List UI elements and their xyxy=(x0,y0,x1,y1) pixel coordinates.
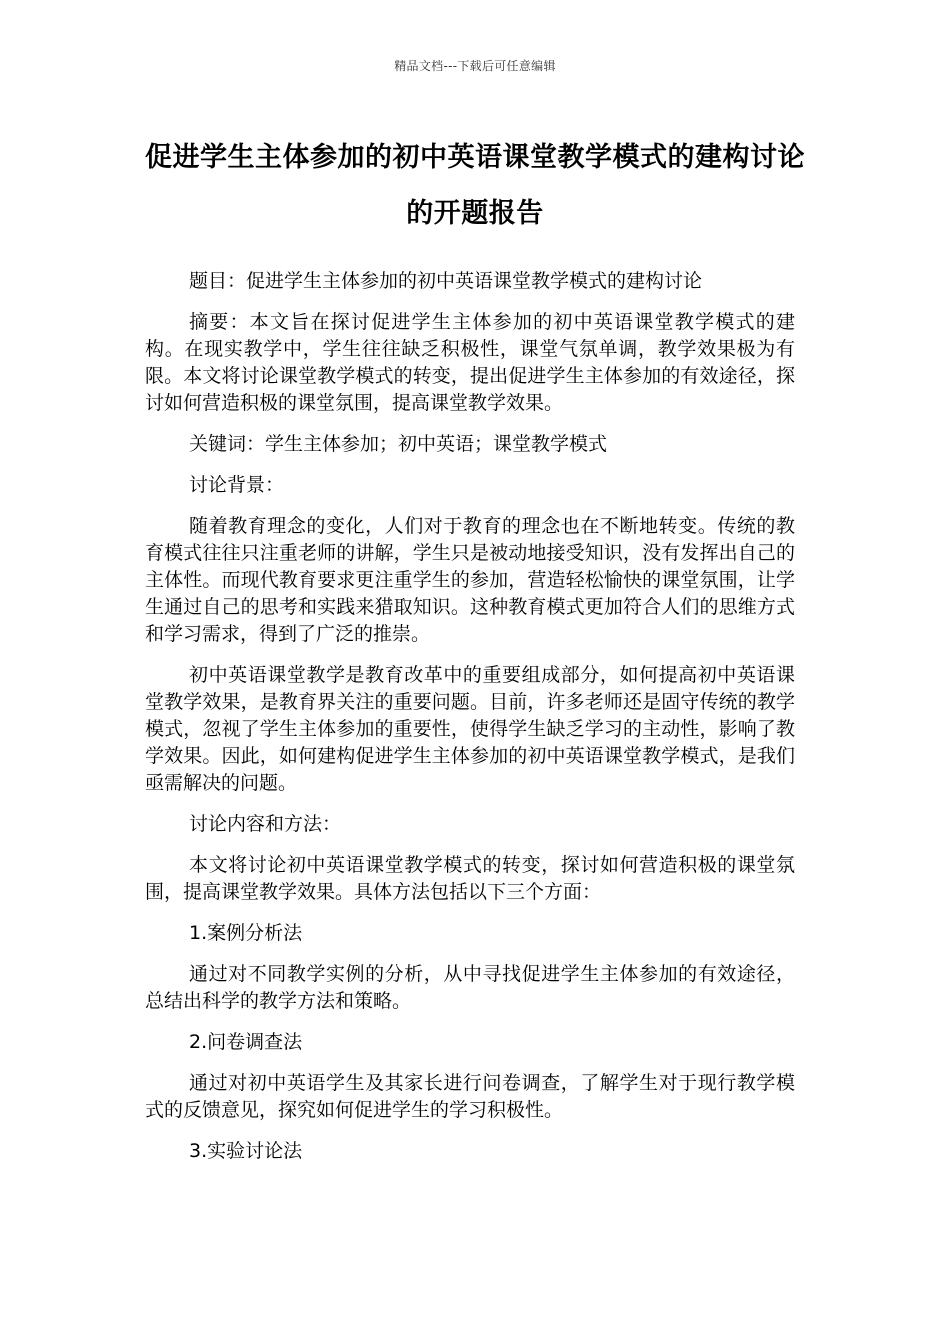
section-heading-background: 讨论背景： xyxy=(189,474,285,496)
section-heading-content-method: 讨论内容和方法： xyxy=(189,813,342,835)
document-body xyxy=(145,268,795,1179)
document-title: 促进学生主体参加的初中英语课堂教学模式的建构讨论的开题报告 xyxy=(145,142,805,229)
method-heading-survey: 2.问卷调查法 xyxy=(189,1031,303,1053)
paragraph-keywords: 关键词：学生主体参加；初中英语；课堂教学模式 xyxy=(189,433,608,455)
paragraph-content-intro: 本文将讨论初中英语课堂教学模式的转变，探讨如何营造积极的课堂氛围，提高课堂教学效果。具体方法包括以下三个方面： xyxy=(145,854,795,903)
method-heading-case-analysis: 1.案例分析法 xyxy=(189,922,303,944)
paragraph-abstract: 摘要：本文旨在探讨促进学生主体参加的初中英语课堂教学模式的建构。在现实教学中，学生往往缺乏积极性，课堂气氛单调，教学效果极为有限。本文将讨论课堂教学模式的转变，提出促进学生主体参加的有效途径，探讨如何营造积极的课堂氛围，提高课堂教学效果。 xyxy=(145,311,795,414)
paragraph-background-1: 随着教育理念的变化，人们对于教育的理念也在不断地转变。传统的教育模式往往只注重老师的讲解，学生只是被动地接受知识，没有发挥出自己的主体性。而现代教育要求更注重学生的参加，营造轻松愉快的课堂氛围，让学生通过自己的思考和实践来猎取知识。这种教育模式更加符合人们的思维方式和学习需求，得到了广泛的推崇。 xyxy=(145,515,795,645)
paragraph-survey: 通过对初中英语学生及其家长进行问卷调查，了解学生对于现行教学模式的反馈意见，探究如何促进学生的学习积极性。 xyxy=(145,1072,795,1121)
method-heading-experiment: 3.实验讨论法 xyxy=(189,1140,303,1162)
paragraph-background-2: 初中英语课堂教学是教育改革中的重要组成部分，如何提高初中英语课堂教学效果，是教育界关注的重要问题。目前，许多老师还是固守传统的教学模式，忽视了学生主体参加的重要性，使得学生缺乏学习的主动性，影响了教学效果。因此，如何建构促进学生主体参加的初中英语课堂教学模式，是我们亟需解决的问题。 xyxy=(145,664,795,794)
header-note: 精品文档---下载后可任意编辑 xyxy=(394,59,556,73)
paragraph-case-analysis: 通过对不同教学实例的分析，从中寻找促进学生主体参加的有效途径，总结出科学的教学方法和策略。 xyxy=(145,963,795,1012)
paragraph-topic: 题目：促进学生主体参加的初中英语课堂教学模式的建构讨论 xyxy=(189,270,703,292)
